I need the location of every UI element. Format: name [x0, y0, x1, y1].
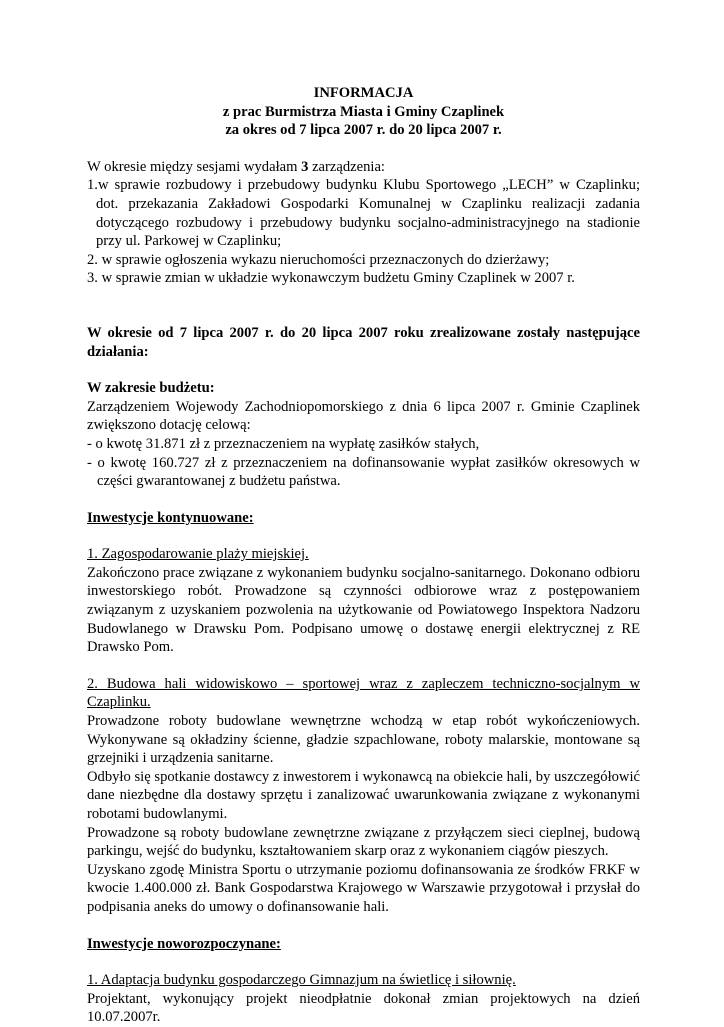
document-title: INFORMACJA	[313, 85, 414, 101]
actions-heading: W okresie od 7 lipca 2007 r. do 20 lipca 2007 roku zrealizowane zostały następujące działania:	[87, 324, 640, 360]
document-body	[87, 84, 640, 1027]
investment-hall-paragraph: Uzyskano zgodę Ministra Sportu o utrzymanie poziomu dofinansowania ze środków FRKF w kwocie 1.400.000 zł. Bank Gospodarstwa Krajowego w Warszawie przygotował i przysłał do podpisania aneks do umowy o dofinansowanie hali.	[87, 861, 640, 915]
order-item: 2. w sprawie ogłoszenia wykazu nieruchomości przeznaczonych do dzierżawy;	[87, 251, 550, 268]
orders-intro-before: W okresie między sesjami wydałam	[87, 158, 302, 175]
order-item: 1.w sprawie rozbudowy i przebudowy budynku Klubu Sportowego „LECH” w Czaplinku; dot. przekazania Zakładowi Gospodarki Komunalnej w Czaplinku realizacji zadania dotyczącego rozbudowy i przebudowy budynku socjalno-administracyjnego na stadionie przy ul. Parkowej w Czaplinku;	[87, 177, 640, 250]
budget-item: - o kwotę 160.727 zł z przeznaczeniem na dofinansowanie wypłat zasiłków okresowych w części gwarantowanej z budżetu państwa.	[87, 454, 640, 490]
budget-heading: W zakresie budżetu:	[87, 380, 215, 397]
investment-hall-paragraph: Prowadzone roboty budowlane wewnętrzne wchodzą w etap robót wykończeniowych. Wykonywane są okładziny ścienne, gładzie szpachlowane, roboty malarskie, montowane są grzejniki i urządzenia sanitarne.	[87, 713, 640, 767]
budget-text: Zarządzeniem Wojewody Zachodniopomorskiego z dnia 6 lipca 2007 r. Gminie Czaplinek zwiększono dotację celową:	[87, 398, 640, 434]
orders-intro	[87, 158, 640, 177]
new-investments-heading: Inwestycje noworozpoczynane:	[87, 935, 281, 952]
investment-hall-title: 2. Budowa hali widowiskowo – sportowej wraz z zapleczem techniczno-socjalnym w Czaplinku.	[87, 675, 640, 711]
orders-count: 3	[301, 158, 309, 175]
investment-gym-title: 1. Adaptacja budynku gospodarczego Gimnazjum na świetlicę i siłownię.	[87, 972, 516, 989]
document-subtitle: z prac Burmistrza Miasta i Gminy Czaplinek	[222, 103, 505, 120]
investment-gym-text: Projektant, wykonujący projekt nieodpłatnie dokonał zmian projektowych na dzień 10.07.2007r.	[87, 990, 640, 1026]
investment-hall-paragraph: Odbyło się spotkanie dostawcy z inwestorem i wykonawcą na obiekcie hali, by uszczegółowić dane niezbędne dla dostawy sprzętu i zanalizować uwarunkowania związane z wykonanymi robotami budowlanymi.	[87, 768, 640, 822]
document-period: za okres od 7 lipca 2007 r. do 20 lipca 2007 r.	[225, 122, 502, 139]
investment-beach-title: 1. Zagospodarowanie plaży miejskiej.	[87, 546, 309, 563]
orders-intro-after: zarządzenia:	[308, 158, 385, 175]
investment-beach-text: Zakończono prace związane z wykonaniem budynku socjalno-sanitarnego. Dokonano odbioru inwestorskiego robót. Prowadzone są czynności odbiorowe wraz z postępowaniem związanym z uzyskaniem pozwolenia na użytkowanie od Powiatowego Inspektora Nadzoru Budowlanego w Drawsku Pom. Podpisano umowę o dostawę energii elektrycznej z RE Drawsko Pom.	[87, 564, 640, 656]
budget-item: - o kwotę 31.871 zł z przeznaczeniem na wypłatę zasiłków stałych,	[87, 435, 480, 452]
order-item: 3. w sprawie zmian w układzie wykonawczym budżetu Gminy Czaplinek w 2007 r.	[87, 270, 575, 287]
investment-hall-paragraph: Prowadzone są roboty budowlane zewnętrzne związane z przyłączem sieci cieplnej, budową parkingu, wejść do budynku, kształtowaniem skarp oraz z wykonaniem ciągów pieszych.	[87, 824, 640, 860]
continued-investments-heading: Inwestycje kontynuowane:	[87, 509, 254, 526]
